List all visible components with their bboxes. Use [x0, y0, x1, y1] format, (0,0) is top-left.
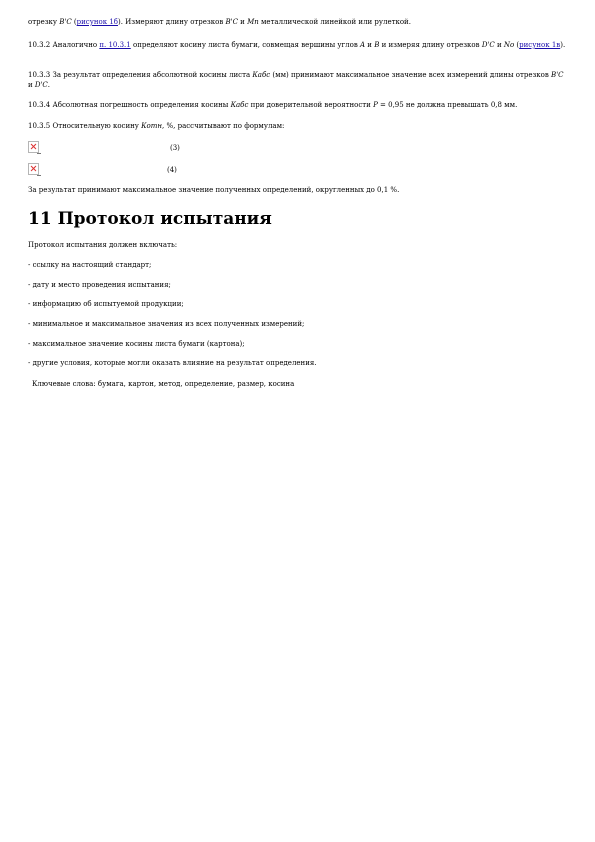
- keywords: Ключевые слова: бумага, картон, метод, определение, размер, косина: [32, 380, 295, 388]
- formula-3: [28, 141, 328, 155]
- paragraph-10-3-4: [28, 100, 568, 110]
- text: , %, рассчитывают по формулам:: [162, 122, 285, 130]
- section-heading: 11 Протокол испытания: [28, 209, 272, 229]
- text: металлической линейкой или рулеткой.: [258, 18, 411, 26]
- paragraph-10-3-2: [28, 40, 568, 50]
- variable: P: [373, 101, 378, 109]
- formula-number: (4): [167, 166, 177, 174]
- paragraph-10-3-5: [28, 121, 568, 131]
- text: и: [365, 41, 375, 49]
- list-item: - дату и место проведения испытания;: [28, 281, 171, 289]
- formula-4: [28, 163, 328, 177]
- text: 10.3.5 Относительную косину: [28, 122, 142, 130]
- link-figure-1v[interactable]: рисунок 1в: [519, 41, 561, 49]
- list-item: - ссылку на настоящий стандарт;: [28, 261, 152, 269]
- list-item: - другие условия, которые могли оказать влияние на результат определения.: [28, 359, 317, 367]
- paragraph-result: За результат принимают максимальное значение полученных определений, округленных до 0,1 %.: [28, 186, 400, 194]
- broken-image-icon: [28, 163, 39, 175]
- text: и: [28, 81, 35, 89]
- variable: B: [374, 41, 380, 49]
- text: = 0,95 не должна превышать 0,8 мм.: [377, 101, 518, 109]
- text: (: [71, 18, 77, 26]
- variable: D'C: [34, 81, 48, 89]
- variable: Кабс: [230, 101, 249, 109]
- text: (: [514, 41, 520, 49]
- text: определяют косину листа бумаги, совмещая вершины углов: [130, 41, 361, 49]
- list-item: - максимальное значение косины листа бумаги (картона);: [28, 340, 245, 348]
- variable: A: [360, 41, 366, 49]
- broken-image-icon: [28, 141, 39, 153]
- formula-number: (3): [170, 144, 180, 152]
- text: .: [47, 81, 51, 89]
- text: и: [494, 41, 504, 49]
- text: 10.3.4 Абсолютная погрешность определения косины: [28, 101, 231, 109]
- link-clause-10-3-1[interactable]: п. 10.3.1: [99, 41, 131, 49]
- variable: B'C: [551, 71, 564, 79]
- list-item: - информацию об испытуемой продукции;: [28, 300, 184, 308]
- text: ).: [560, 41, 566, 49]
- variable: Котн: [141, 122, 163, 130]
- variable: Mn: [247, 18, 259, 26]
- paragraph-10-3-3: [28, 70, 568, 90]
- list-item: - минимальное и максимальное значения из всех полученных измерений;: [28, 320, 305, 328]
- text: отрезку: [28, 18, 60, 26]
- text: и измеряя длину отрезков: [379, 41, 482, 49]
- text: 10.3.3 За результат определения абсолютной косины листа: [28, 71, 253, 79]
- link-figure-1b[interactable]: рисунок 1б: [76, 18, 118, 26]
- variable: B'C: [59, 18, 72, 26]
- section-intro: Протокол испытания должен включать:: [28, 241, 178, 249]
- text: и: [237, 18, 248, 26]
- variable: D'C: [481, 41, 495, 49]
- text: 10.3.2 Аналогично: [28, 41, 100, 49]
- variable: No: [503, 41, 515, 49]
- text: ). Измеряют длину отрезков: [118, 18, 226, 26]
- variable: Кабс: [252, 71, 271, 79]
- text: при доверительной вероятности: [248, 101, 374, 109]
- text: (мм) принимают максимальное значение всех измерений длины отрезков: [270, 71, 552, 79]
- paragraph-10-3-1-continuation: [28, 17, 568, 27]
- variable: B'C: [225, 18, 238, 26]
